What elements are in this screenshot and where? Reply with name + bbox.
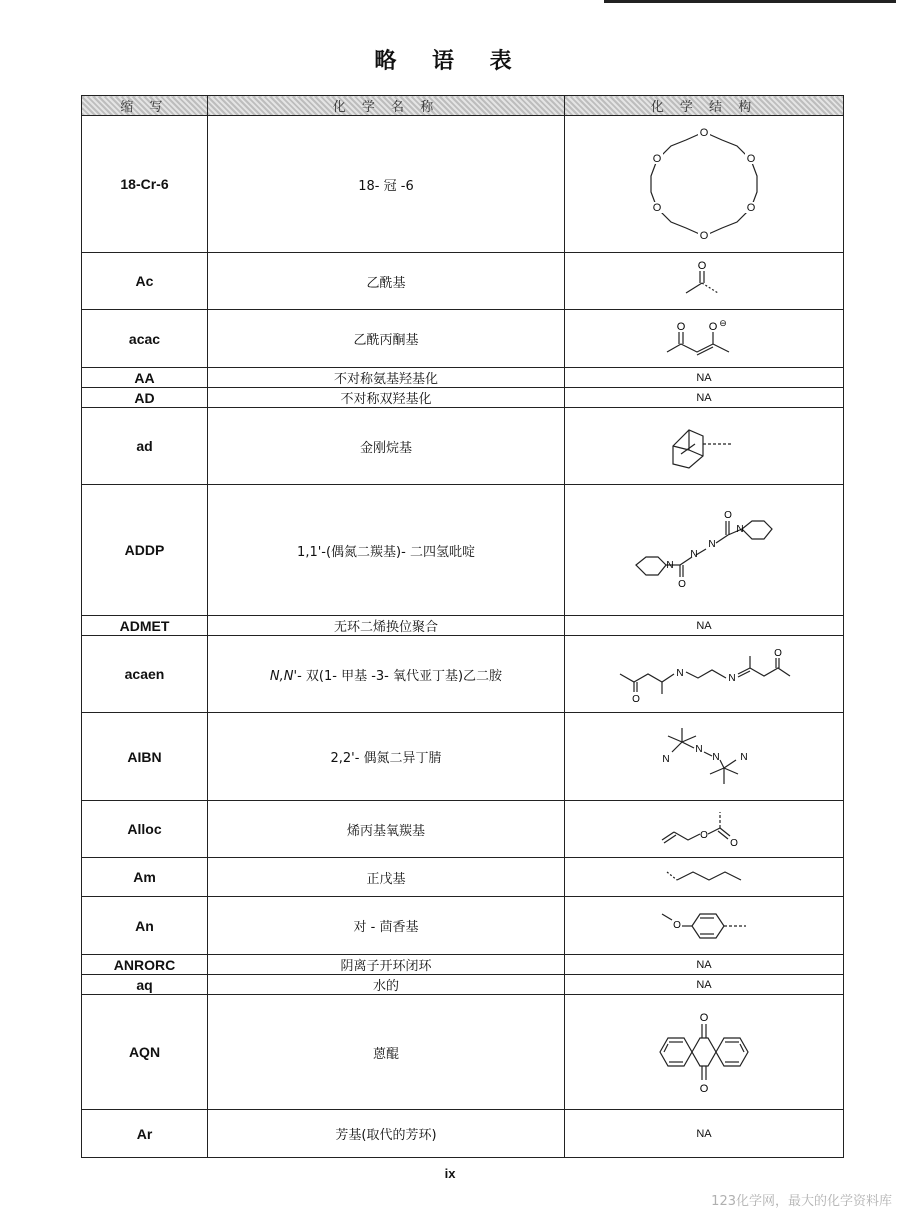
svg-text:O: O [676,320,686,333]
svg-text:N: N [708,539,716,550]
pentyl-icon [659,864,749,890]
table-row [82,1110,844,1158]
structure-na: NA [696,979,712,991]
structure-cell [565,253,844,310]
svg-text:O: O [699,230,709,242]
abbr-cell: Am [82,858,208,897]
18-crown-6-icon [639,124,769,244]
table-row [82,801,844,858]
table-row [82,858,844,897]
table-row [82,116,844,253]
structure-cell [565,310,844,368]
table-row [82,955,844,975]
name-cell: 无环二烯换位聚合 [208,616,565,636]
abbr-cell: AD [82,388,208,408]
page-number: ix [444,1166,456,1181]
svg-text:O: O [652,153,662,165]
name-cell: 1,1'-(偶氮二羰基)- 二四氢吡啶 [208,485,565,616]
structure-na: NA [696,620,712,632]
table-row [82,995,844,1110]
name-cell: 金刚烷基 [208,408,565,485]
svg-text:O: O [678,579,686,590]
structure-cell [565,485,844,616]
svg-text:O: O [724,510,732,521]
svg-text:N: N [666,560,674,571]
abbr-cell: An [82,897,208,955]
svg-text:O: O [632,694,640,704]
name-cell: 不对称双羟基化 [208,388,565,408]
svg-text:N: N [712,751,720,763]
name-cell: 不对称氨基羟基化 [208,368,565,388]
table-row [82,388,844,408]
abbr-cell: AA [82,368,208,388]
structure-na: NA [696,959,712,971]
structure-cell [565,408,844,485]
name-cell: 阴离子开环闭环 [208,955,565,975]
svg-text:O: O [730,838,738,849]
table-row [82,616,844,636]
structure-na: NA [696,392,712,404]
svg-text:O: O [708,320,718,333]
svg-text:O: O [746,202,756,214]
name-cell: 乙酰丙酮基 [208,310,565,368]
header-rule [604,0,896,3]
acetyl-icon [674,259,734,303]
structure-cell [565,955,844,975]
svg-text:O: O [673,919,681,931]
abbr-cell: acaen [82,636,208,713]
structure-cell [565,616,844,636]
abbr-cell: 18-Cr-6 [82,116,208,253]
abbr-cell: Ac [82,253,208,310]
abbr-cell: ANRORC [82,955,208,975]
name-italic-prefix: N,N' [269,668,298,684]
page-title: 略 语 表 [374,49,526,74]
name-cell: 蒽醌 [208,995,565,1110]
table-header-row [82,96,844,116]
name-cell: 2,2'- 偶氮二异丁腈 [208,713,565,801]
structure-cell [565,995,844,1110]
table-row [82,636,844,713]
table-row [82,408,844,485]
structure-cell [565,975,844,995]
table-row [82,975,844,995]
svg-text:N: N [695,743,703,755]
name-cell: 18- 冠 -6 [208,116,565,253]
name-text: - 双(1- 甲基 -3- 氧代亚丁基)乙二胺 [297,668,503,684]
svg-text:O: O [697,260,707,272]
structure-cell [565,801,844,858]
abbr-cell: ADMET [82,616,208,636]
anthraquinone-icon [654,1004,754,1100]
svg-text:N: N [676,668,684,679]
svg-text:N: N [690,549,698,560]
svg-text:O: O [699,127,709,139]
header-name: 化 学 名 称 [208,96,565,116]
abbr-cell: ADDP [82,485,208,616]
structure-cell [565,858,844,897]
svg-text:N: N [728,673,736,684]
addp-icon [624,505,784,595]
abbr-cell: AIBN [82,713,208,801]
svg-text:O: O [700,830,708,841]
table-row [82,897,844,955]
table-row [82,310,844,368]
structure-cell [565,636,844,713]
name-cell: 芳基(取代的芳环) [208,1110,565,1158]
table-row [82,713,844,801]
svg-text:N: N [740,751,748,763]
structure-cell [565,1110,844,1158]
svg-text:O: O [652,202,662,214]
abbr-cell: ad [82,408,208,485]
adamantyl-icon [659,416,749,476]
name-cell: 烯丙基氧羰基 [208,801,565,858]
structure-cell [565,368,844,388]
abbr-cell: acac [82,310,208,368]
structure-cell [565,713,844,801]
anisyl-icon [654,904,754,948]
alloc-icon [654,804,754,854]
abbr-cell: AQN [82,995,208,1110]
structure-cell [565,897,844,955]
abbr-cell: Ar [82,1110,208,1158]
aibn-icon [644,722,764,792]
svg-text:O: O [699,1012,709,1024]
svg-text:O: O [699,1083,709,1095]
name-cell: 乙酰基 [208,253,565,310]
svg-text:N: N [662,753,670,765]
acetylacetonate-icon [659,316,749,362]
structure-na: NA [696,372,712,384]
header-structure: 化 学 结 构 [565,96,844,116]
name-cell: 水的 [208,975,565,995]
abbr-cell: aq [82,975,208,995]
table-row [82,485,844,616]
structure-na: NA [696,1128,712,1140]
svg-text:O: O [774,648,782,659]
header-abbr: 缩 写 [82,96,208,116]
acaen-icon [614,644,794,704]
abbr-cell: Alloc [82,801,208,858]
svg-text:O: O [746,153,756,165]
table-row [82,253,844,310]
abbreviation-table [81,95,844,1158]
svg-text:N: N [736,524,744,535]
structure-cell [565,388,844,408]
watermark: 123化学网，最大的化学资料库 [711,1194,892,1209]
table-row [82,368,844,388]
name-cell: 正戊基 [208,858,565,897]
name-cell [208,636,565,713]
structure-cell [565,116,844,253]
name-cell: 对 - 茴香基 [208,897,565,955]
svg-text:⊖: ⊖ [719,317,727,328]
